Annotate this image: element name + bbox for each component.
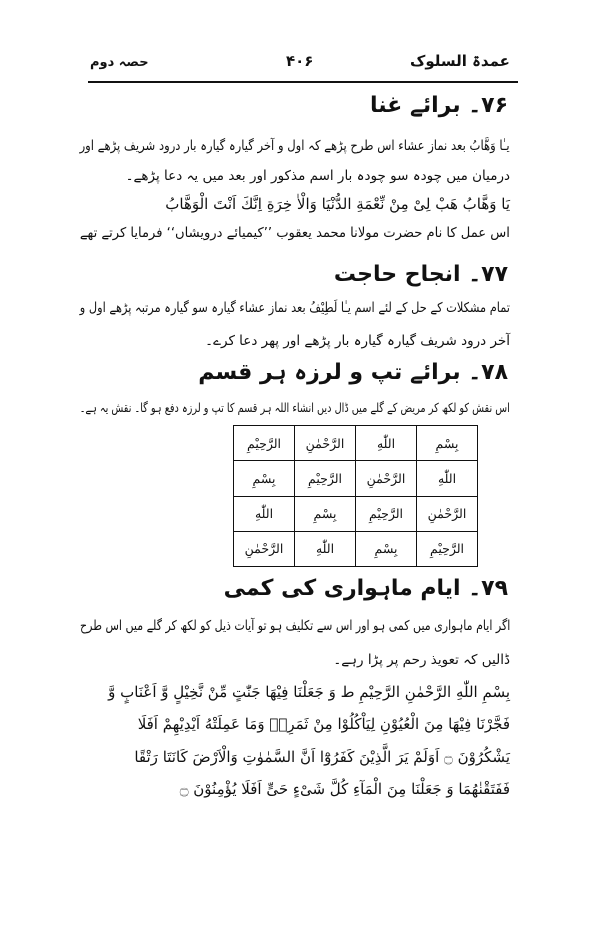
- section-79-line-2: ڈالیں کہ تعویذ رحم پر پڑا رہے۔: [333, 652, 510, 668]
- naqsh-cell: الرَّحِیْمِ: [417, 531, 478, 566]
- naqsh-cell: الرَّحْمٰنِ: [234, 531, 295, 566]
- section-76-note: اس عمل کا نام حضرت مولانا محمد یعقوب ’’کیمیائے درویشاں‘‘ فرمایا کرتے تھے: [79, 225, 510, 241]
- naqsh-row: [234, 461, 478, 496]
- header-rule: [88, 81, 518, 83]
- part-label: حصہ دوم: [90, 55, 149, 70]
- naqsh-cell: الرَّحْمٰنِ: [417, 496, 478, 531]
- naqsh-table: [233, 425, 478, 567]
- section-79-verse-3: یَشْكُرُوْنَ ۝ اَوَلَمْ یَرَ الَّذِیْنَ كَفَرُوْٓا اَنَّ السَّمٰوٰتِ وَالْاَرْضَ كَانَتَا رَتْقًا: [134, 748, 510, 766]
- naqsh-cell: اللّٰهِ: [417, 461, 478, 496]
- section-77-line-2: آخر درود شریف گیارہ گیارہ بار پڑھے اور پھر دعا کرے۔: [205, 333, 510, 349]
- naqsh-cell: اللّٰهِ: [234, 496, 295, 531]
- section-heading-78: ۷۸۔ برائے تپ و لرزہ ہر قسم: [198, 360, 508, 385]
- naqsh-cell: بِسْمِ: [417, 426, 478, 461]
- naqsh-cell: بِسْمِ: [295, 496, 356, 531]
- naqsh-row: [234, 426, 478, 461]
- naqsh-row: [234, 496, 478, 531]
- naqsh-cell: الرَّحِیْمِ: [234, 426, 295, 461]
- naqsh-cell: بِسْمِ: [356, 531, 417, 566]
- naqsh-cell: الرَّحْمٰنِ: [295, 426, 356, 461]
- book-title: عمدۃ السلوک: [410, 52, 510, 70]
- section-79-verse-1: بِسْمِ اللّٰهِ الرَّحْمٰنِ الرَّحِیْمِ ط وَ جَعَلْنَا فِیْهَا جَنّٰتٍ مِّنْ نَّخِیْلٍ وَّ اَعْنَابٍ وَّ: [108, 683, 510, 701]
- section-79-verse-4: فَفَتَقْنٰهُمَا وَ جَعَلْنَا مِنَ الْمَآءِ كُلَّ شَیْءٍ حَیٍّ اَفَلَا یُؤْمِنُوْنَ ۝: [179, 780, 510, 798]
- section-76-dua: یَا وَهَّابُ هَبْ لِیْ مِنْ نِّعْمَةِ الدُّنْیَا وَالْاٰ خِرَةِ اِنَّكَ اَنْتَ الْوَهَّابُ: [165, 195, 510, 213]
- section-79-line-1: اگر ایام ماہواری میں کمی ہو اور اس سے تکلیف ہو تو آیات ذیل کو لکھ کر گلے میں اس طرح: [79, 618, 510, 634]
- section-79-verse-2: فَجَّرْنَا فِیْهَا مِنَ الْعُیُوْنِ لِیَاْكُلُوْا مِنْ ثَمَرِهٖ وَمَا عَمِلَتْهُ اَیْدِیْهِمْ اَفَلَا: [137, 715, 510, 733]
- section-heading-77: ۷۷۔ انجاح حاجت: [333, 262, 508, 287]
- naqsh-cell: اللّٰهِ: [295, 531, 356, 566]
- naqsh-cell: الرَّحِیْمِ: [295, 461, 356, 496]
- page-number: ۴۰۶: [286, 52, 314, 70]
- naqsh-row: [234, 531, 478, 566]
- section-heading-79: ۷۹۔ ایام ماہواری کی کمی: [223, 576, 508, 601]
- section-heading-76: ۷۶۔ برائے غنا: [370, 93, 508, 118]
- section-76-line-2: درمیان میں چودہ سو چودہ بار اسم مذکور اور بعد میں یہ دعا پڑھے۔: [125, 168, 510, 184]
- naqsh-cell: الرَّحِیْمِ: [356, 496, 417, 531]
- section-76-line-1: یـٰا وَهَّابُ بعد نماز عشاء اس طرح پڑھے کہ اول و آخر گیارہ گیارہ بار درود شریف پڑھے اور: [80, 138, 510, 154]
- section-77-line-1: تمام مشکلات کے حل کے لئے اسم یـٰا لَطِیْفُ بعد نماز عشاء گیارہ سو گیارہ مرتبہ پڑھے اول و: [79, 300, 510, 316]
- naqsh-cell: اللّٰهِ: [356, 426, 417, 461]
- section-78-line-1: اس نقش کو لکھ کر مریض کے گلے میں ڈال دیں انشاء اللہ ہر قسم کا تپ و لرزہ دفع ہو گا۔ نقش یہ ہے۔: [79, 400, 510, 415]
- naqsh-cell: بِسْمِ: [234, 461, 295, 496]
- naqsh-cell: الرَّحْمٰنِ: [356, 461, 417, 496]
